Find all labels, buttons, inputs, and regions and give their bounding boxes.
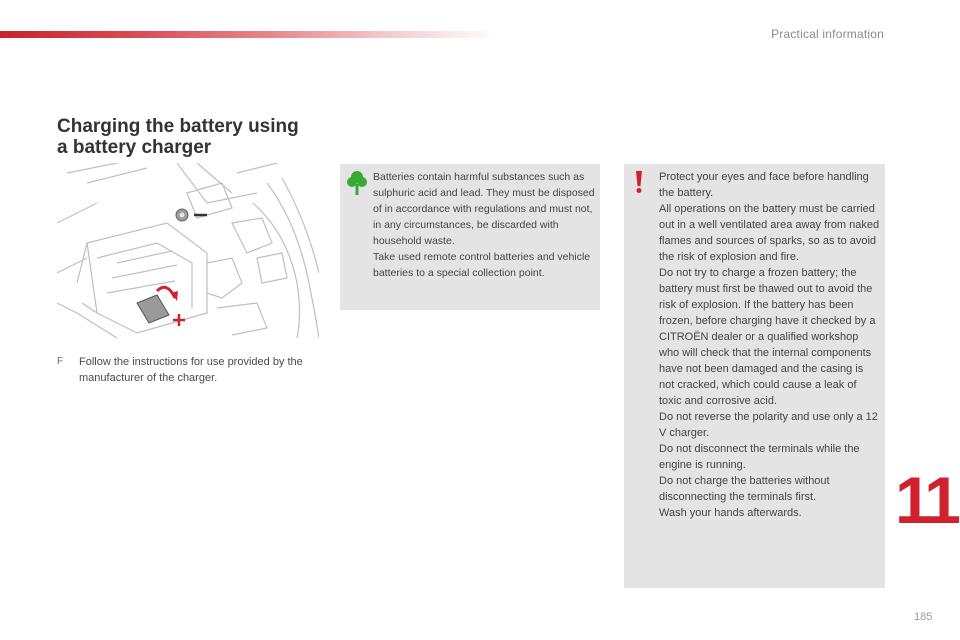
battery-terminals-illustration [57,163,319,338]
warning-text [659,169,881,521]
warning-line: Protect your eyes and face before handling the battery. [659,171,869,199]
warning-line: Do not try to charge a frozen battery; the battery must first be thawed out to avoid the risk of explosion. If the battery has been frozen, before charging have it checked by a CITROËN dealer or a qualified workshop who will check that the internal components have not been damaged and the casing is not cracked, which could cause a leak of toxic and corrosive acid. [659,267,876,407]
page-title-line-1: Charging the battery using [57,116,299,137]
warning-line: Do not disconnect the terminals while the engine is running. [659,443,860,471]
page-number: 185 [914,611,933,623]
section-title: Practical information [771,27,884,41]
environment-note-line: Take used remote control batteries and vehicle batteries to a special collection point. [373,251,591,279]
warning-line: Wash your hands afterwards. [659,507,802,519]
chapter-number: 11 [895,463,957,537]
leaf-tree-icon [347,170,367,196]
instruction-item [57,354,327,386]
environment-note-line: Batteries contain harmful substances such as sulphuric acid and lead. They must be disposed of in accordance with regulations and must not, in any circumstances, be discarded with household waste. [373,171,595,247]
header-accent-bar [0,31,500,38]
page-title [57,116,337,158]
warning-line: All operations on the battery must be carried out in a well ventilated area away from naked flames and sources of sparks, so as to avoid the risk of explosion and fire. [659,203,880,263]
instruction-text: Follow the instructions for use provided by the manufacturer of the charger. [79,356,303,384]
warning-line: Do not reverse the polarity and use only a 12 V charger. [659,411,878,439]
exclamation-icon [632,170,646,194]
environment-note-box [340,164,600,310]
page-title-line-2: a battery charger [57,137,212,158]
warning-line: Do not charge the batteries without disconnecting the terminals first. [659,475,830,503]
instruction-bullet: F [57,356,64,367]
warning-box [624,164,885,588]
environment-note-text [373,169,595,281]
